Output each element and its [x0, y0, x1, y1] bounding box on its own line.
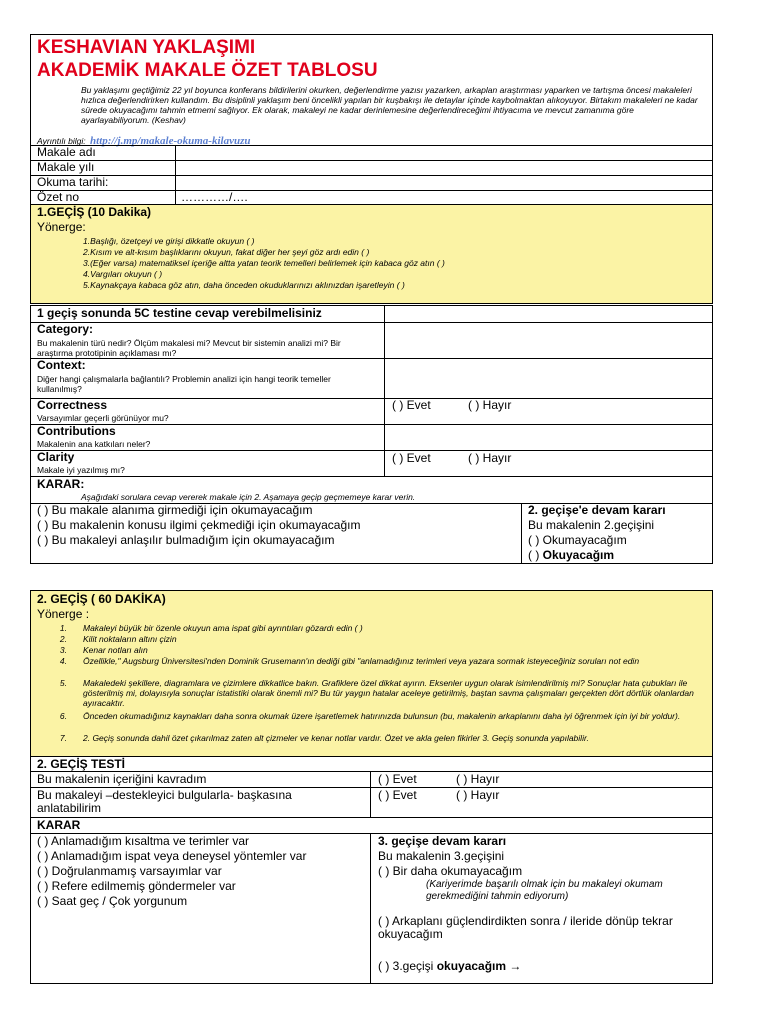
pass2-test-question: Bu makalenin içeriğini kavradım	[37, 772, 207, 786]
pass2-section	[30, 590, 713, 757]
clarity-no-option[interactable]: ( ) Hayır	[468, 451, 512, 465]
pass2-step-num: 6.	[59, 711, 67, 721]
decision2-section	[30, 817, 713, 984]
pass2-heading: 2. GEÇİŞ ( 60 DAKİKA)	[37, 592, 166, 606]
pass2-step[interactable]: Kenar notları alın	[83, 645, 148, 655]
decision2-option[interactable]: ( ) Saat geç / Çok yorgunum	[37, 894, 188, 908]
q2-yes-option[interactable]: ( ) Evet	[378, 788, 417, 802]
pass1-section	[30, 204, 713, 304]
article-name-label: Makale adı	[37, 145, 96, 159]
pass1-step[interactable]: 4.Vargıları okuyun ( )	[83, 269, 163, 279]
pass2-read-bold: Okuyacağım	[542, 548, 615, 562]
header-section	[30, 34, 713, 146]
pass2-step[interactable]: Makaledeki şekillere, diagramlara ve çizimlere dikkatlice bakın. Grafiklere özel dikkat ayırın. Eksenler uygun olarak isimlendirilmiş mi? Sonuçlar hata çubukları ile gösterilmiş mi, dolayısıyla sonuçlar istatistiki olarak önemli mi? Bu tür yaygın hatalar aceleye getirilmiş, baştan savma çalışmaları gerçekten dört dörtlük olanlardan ayıracaktır.	[83, 678, 694, 708]
pass2-step-num: 1.	[59, 623, 67, 633]
pass2-step-num: 4.	[59, 656, 67, 666]
pass3-read-option[interactable]	[378, 960, 521, 973]
five-c-desc: Makale iyi yazılmış mı?	[37, 465, 125, 475]
read-date-label: Okuma tarihi:	[37, 175, 109, 189]
five-c-table	[30, 305, 713, 477]
pass1-heading: 1.GEÇİŞ (10 Dakika)	[37, 205, 152, 219]
five-c-heading: 1 geçiş sonunda 5C testine cevap verebilmelisiniz	[37, 306, 322, 320]
five-c-desc: Makalenin ana katkıları neler?	[37, 439, 151, 449]
pass3-decision-title: 3. geçişe devam kararı	[378, 834, 507, 848]
pass1-step[interactable]: 1.Başlığı, özetçeyi ve girişi dikkatle okuyun ( )	[83, 236, 255, 246]
pass2-test-heading: 2. GEÇİŞ TESTİ	[37, 757, 126, 771]
article-year-label: Makale yılı	[37, 160, 95, 174]
pass2-test-question: Bu makaleyi –destekleyici bulgularla- başkasına anlatabilirim	[37, 788, 292, 815]
decision1-label: KARAR:	[37, 477, 85, 491]
correctness-yes-option[interactable]: ( ) Evet	[392, 398, 431, 412]
page-title: KESHAVIAN YAKLAŞIMI	[37, 37, 256, 58]
summary-no-value[interactable]: …………/….	[181, 190, 248, 204]
decision2-option[interactable]: ( ) Anlamadığım kısaltma ve terimler var	[37, 834, 250, 848]
pass2-step-num: 3.	[59, 645, 67, 655]
pass2-dont-read-option[interactable]: ( ) Okumayacağım	[528, 533, 627, 547]
five-c-desc: Bu makalenin türü nedir? Ölçüm makalesi mi? Mevcut bir sistemin analizi mi? Bir araştırma prototipinin açıklaması mı?	[37, 338, 341, 358]
pass3-later-option[interactable]: ( ) Arkaplanı güçlendirdikten sonra / ileride dönüp tekrar okuyacağım	[378, 914, 673, 941]
pass3-never-option[interactable]: ( ) Bir daha okumayacağım	[378, 864, 523, 878]
decision2-option[interactable]: ( ) Refere edilmemiş göndermeler var	[37, 879, 236, 893]
clarity-yes-option[interactable]: ( ) Evet	[392, 451, 431, 465]
five-c-title: Context:	[37, 358, 86, 372]
pass2-instruction-label: Yönerge :	[37, 607, 90, 621]
page-subtitle: AKADEMİK MAKALE ÖZET TABLOSU	[37, 60, 378, 81]
decision1-option[interactable]: ( ) Bu makalenin konusu ilgimi çekmediği için okumayacağım	[37, 518, 361, 532]
arrow-right-icon: →	[509, 959, 522, 973]
intro-text: Bu yaklaşımı geçtiğimiz 22 yıl boyunca konferans bildirilerini okurken, değerlendirme yazısı yazarken, arkaplan araştırması yaparken ve tartışma öncesi makaleleri hızlıca değerlendirirken kullandım. Bu disiplinli yaklaşım beni öncelikli yapılan bir kuşbakışı ile detaylar içinde kaybolmaktan alıkoyuyor. Birtakım makaleleri ne kadar sürede okuyacağımı tahmin etmemi sağlıyor. Ek olarak, makaleyi ne kadar derinlemesine değerlendireceğimi ihtiyacıma ve mevcut zamanıma göre ayarlayabiliyorum. (Keshav)	[81, 85, 698, 125]
five-c-desc: Diğer hangi çalışmalarla bağlantılı? Problemin analizi için hangi teorik temeller kullanılmış?	[37, 374, 331, 394]
q2-no-option[interactable]: ( ) Hayır	[456, 788, 500, 802]
pass2-step-num: 5.	[59, 678, 67, 688]
more-info-label: Ayrıntılı bilgi:	[37, 136, 86, 146]
five-c-desc: Varsayımlar geçerli görünüyor mu?	[37, 413, 169, 423]
meta-fields-table	[30, 145, 713, 205]
pass2-step[interactable]: Özellikle," Augsburg Üniversitesi'nden Dominik Grusemann'ın dediği gibi "anlamadığınız terimleri veya yazara sormak isteyeceğiniz soruları not edin	[83, 656, 640, 666]
decision1-note: Aşağıdaki sorulara cevap vererek makale için 2. Aşamaya geçip geçmemeye karar verin.	[81, 492, 416, 502]
five-c-title: Category:	[37, 322, 94, 336]
pass2-test-table	[30, 756, 713, 818]
pass2-step[interactable]: 2. Geçiş sonunda dahil özet çıkarılmaz zaten alt çizmeler ve kenar notlar vardır. Özet ve akla gelen fikirler 3. Geçiş sonunda yapılabilir.	[83, 733, 589, 743]
pass2-step[interactable]: Makaleyi büyük bir özenle okuyun ama ispat gibi ayrıntıları gözardı edin ( )	[83, 623, 363, 633]
pass2-step[interactable]: Önceden okumadığınız kaynakları daha sonra okumak üzere işaretlemek hatırınızda bulunsun (bu, makalenin arkaplanını daha iyi öğrenmek için iyi bir yoldur).	[83, 711, 681, 721]
correctness-no-option[interactable]: ( ) Hayır	[468, 398, 512, 412]
pass2-step-num: 2.	[59, 634, 67, 644]
pass1-step[interactable]: 2.Kısım ve alt-kısım başlıklarını okuyun, fakat diğer her şeyi göz ardı edin ( )	[83, 247, 370, 257]
decision2-option[interactable]: ( ) Anlamadığım ispat veya deneysel yöntemler var	[37, 849, 307, 863]
pass2-decision-sub: Bu makalenin 2.geçişini	[528, 518, 655, 532]
decision2-label: KARAR	[37, 818, 81, 832]
pass3-read-bold: okuyacağım	[436, 959, 507, 973]
more-info-link[interactable]: http://j.mp/makale-okuma-kilavuzu	[90, 135, 251, 147]
pass2-read-option[interactable]	[528, 549, 614, 562]
five-c-title: Correctness	[37, 398, 108, 412]
decision1-section	[30, 476, 713, 564]
pass2-step[interactable]: Kilit noktaların altını çizin	[83, 634, 177, 644]
q1-no-option[interactable]: ( ) Hayır	[456, 772, 500, 786]
q1-yes-option[interactable]: ( ) Evet	[378, 772, 417, 786]
pass2-step-num: 7.	[59, 733, 67, 743]
decision2-option[interactable]: ( ) Doğrulanmamış varsayımlar var	[37, 864, 222, 878]
summary-no-label: Özet no	[37, 190, 80, 204]
decision1-option[interactable]: ( ) Bu makale alanıma girmediği için okumayacağım	[37, 503, 313, 517]
pass2-read-prefix: ( )	[528, 548, 543, 562]
pass1-step[interactable]: 3.(Eğer varsa) matematiksel içeriğe altta yatan teorik temelleri belirlemek için kabaca göz atın ( )	[83, 258, 445, 268]
pass3-decision-sub: Bu makalenin 3.geçişini	[378, 849, 505, 863]
decision1-option[interactable]: ( ) Bu makaleyi anlaşılır bulmadığım için okumayacağım	[37, 533, 335, 547]
pass1-instruction-label: Yönerge:	[37, 220, 86, 234]
five-c-title: Contributions	[37, 424, 116, 438]
pass3-read-prefix: ( ) 3.geçişi	[378, 959, 437, 973]
five-c-title: Clarity	[37, 450, 75, 464]
pass1-step[interactable]: 5.Kaynakçaya kabaca göz atın, daha önceden okuduklarınızı aklınızdan işaretleyin ( )	[83, 280, 405, 290]
pass2-decision-title: 2. geçişe'e devam kararı	[528, 503, 666, 517]
pass3-never-note: (Kariyerimde başarılı olmak için bu makaleyi okumam gerekmediğini tahmin ediyorum)	[426, 879, 663, 902]
